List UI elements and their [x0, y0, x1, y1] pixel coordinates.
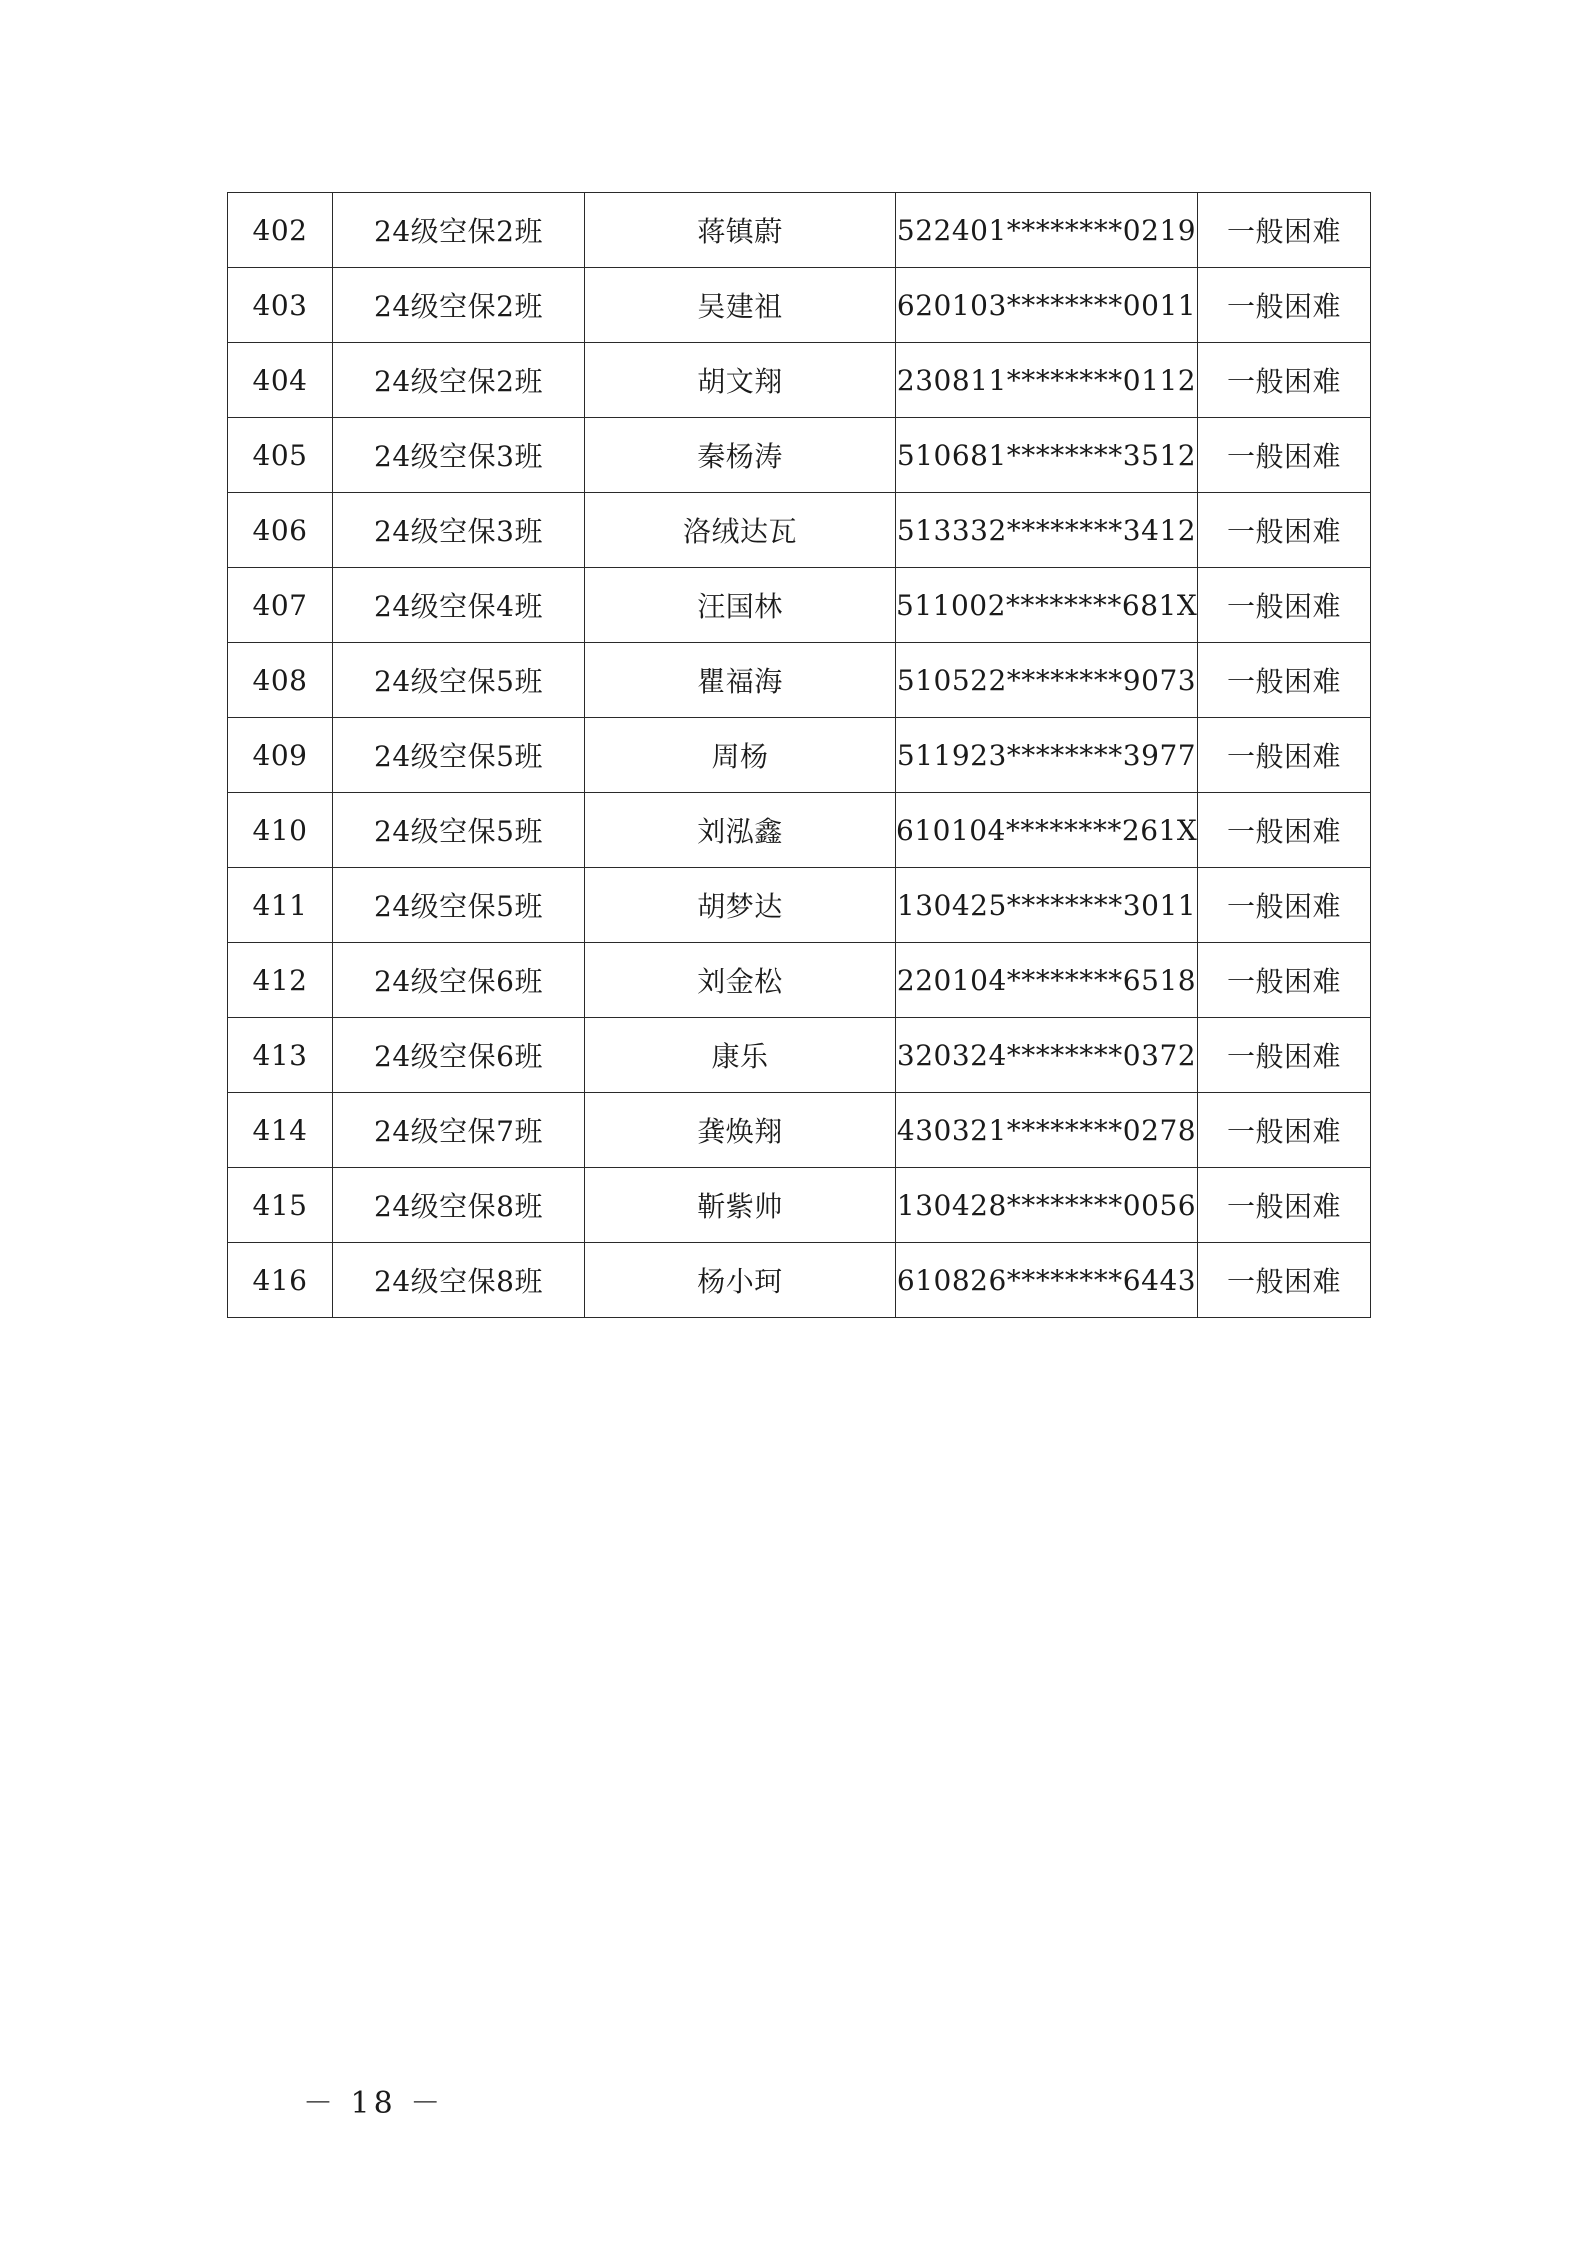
difficulty-level-cell: 一般困难 — [1198, 418, 1371, 493]
student-name-cell: 胡文翔 — [585, 343, 896, 418]
difficulty-level-cell: 一般困难 — [1198, 343, 1371, 418]
class-cell: 24级空保2班 — [333, 268, 585, 343]
row-number-cell: 406 — [228, 493, 333, 568]
class-cell: 24级空保6班 — [333, 943, 585, 1018]
class-cell: 24级空保4班 — [333, 568, 585, 643]
difficulty-level-cell: 一般困难 — [1198, 793, 1371, 868]
class-cell: 24级空保5班 — [333, 793, 585, 868]
id-number-cell: 430321********0278 — [896, 1093, 1198, 1168]
id-number-cell: 610104********261X — [896, 793, 1198, 868]
row-number-cell: 404 — [228, 343, 333, 418]
class-cell: 24级空保7班 — [333, 1093, 585, 1168]
id-number-cell: 610826********6443 — [896, 1243, 1198, 1318]
id-number-cell: 511002********681X — [896, 568, 1198, 643]
student-name-cell: 瞿福海 — [585, 643, 896, 718]
class-cell: 24级空保8班 — [333, 1243, 585, 1318]
id-number-cell: 620103********0011 — [896, 268, 1198, 343]
table-row — [228, 1168, 1371, 1243]
class-cell: 24级空保5班 — [333, 643, 585, 718]
student-name-cell: 洛绒达瓦 — [585, 493, 896, 568]
row-number-cell: 412 — [228, 943, 333, 1018]
id-number-cell: 522401********0219 — [896, 193, 1198, 268]
row-number-cell: 409 — [228, 718, 333, 793]
difficulty-level-cell: 一般困难 — [1198, 193, 1371, 268]
row-number-cell: 416 — [228, 1243, 333, 1318]
student-name-cell: 秦杨涛 — [585, 418, 896, 493]
id-number-cell: 130428********0056 — [896, 1168, 1198, 1243]
difficulty-level-cell: 一般困难 — [1198, 1243, 1371, 1318]
student-name-cell: 胡梦达 — [585, 868, 896, 943]
difficulty-level-cell: 一般困难 — [1198, 1168, 1371, 1243]
id-number-cell: 510681********3512 — [896, 418, 1198, 493]
class-cell: 24级空保2班 — [333, 343, 585, 418]
table-row — [228, 493, 1371, 568]
id-number-cell: 510522********9073 — [896, 643, 1198, 718]
table-row — [228, 343, 1371, 418]
id-number-cell: 511923********3977 — [896, 718, 1198, 793]
table-row — [228, 1093, 1371, 1168]
student-name-cell: 康乐 — [585, 1018, 896, 1093]
id-number-cell: 230811********0112 — [896, 343, 1198, 418]
difficulty-level-cell: 一般困难 — [1198, 868, 1371, 943]
difficulty-level-cell: 一般困难 — [1198, 943, 1371, 1018]
difficulty-level-cell: 一般困难 — [1198, 568, 1371, 643]
id-number-cell: 220104********6518 — [896, 943, 1198, 1018]
difficulty-level-cell: 一般困难 — [1198, 493, 1371, 568]
class-cell: 24级空保2班 — [333, 193, 585, 268]
difficulty-level-cell: 一般困难 — [1198, 1018, 1371, 1093]
row-number-cell: 414 — [228, 1093, 333, 1168]
row-number-cell: 403 — [228, 268, 333, 343]
id-number-cell: 513332********3412 — [896, 493, 1198, 568]
row-number-cell: 408 — [228, 643, 333, 718]
row-number-cell: 410 — [228, 793, 333, 868]
class-cell: 24级空保8班 — [333, 1168, 585, 1243]
class-cell: 24级空保3班 — [333, 418, 585, 493]
table-row — [228, 793, 1371, 868]
class-cell: 24级空保5班 — [333, 718, 585, 793]
id-number-cell: 130425********3011 — [896, 868, 1198, 943]
class-cell: 24级空保5班 — [333, 868, 585, 943]
difficulty-level-cell: 一般困难 — [1198, 1093, 1371, 1168]
class-cell: 24级空保6班 — [333, 1018, 585, 1093]
table-row — [228, 568, 1371, 643]
table-row — [228, 1243, 1371, 1318]
table-row — [228, 268, 1371, 343]
student-name-cell: 刘泓鑫 — [585, 793, 896, 868]
row-number-cell: 407 — [228, 568, 333, 643]
student-name-cell: 杨小珂 — [585, 1243, 896, 1318]
table-row — [228, 418, 1371, 493]
class-cell: 24级空保3班 — [333, 493, 585, 568]
student-name-cell: 蒋镇蔚 — [585, 193, 896, 268]
student-name-cell: 龚焕翔 — [585, 1093, 896, 1168]
student-name-cell: 靳紫帅 — [585, 1168, 896, 1243]
student-name-cell: 刘金松 — [585, 943, 896, 1018]
difficulty-level-cell: 一般困难 — [1198, 643, 1371, 718]
table-row — [228, 643, 1371, 718]
page-number: － 18 － — [303, 2086, 445, 2121]
table-row — [228, 943, 1371, 1018]
table-row — [228, 868, 1371, 943]
id-number-cell: 320324********0372 — [896, 1018, 1198, 1093]
student-name-cell: 吴建祖 — [585, 268, 896, 343]
row-number-cell: 402 — [228, 193, 333, 268]
student-list-table — [227, 192, 1371, 1318]
row-number-cell: 413 — [228, 1018, 333, 1093]
table-row — [228, 718, 1371, 793]
student-name-cell: 周杨 — [585, 718, 896, 793]
difficulty-level-cell: 一般困难 — [1198, 718, 1371, 793]
row-number-cell: 405 — [228, 418, 333, 493]
student-name-cell: 汪国林 — [585, 568, 896, 643]
table-row — [228, 1018, 1371, 1093]
table-row — [228, 193, 1371, 268]
row-number-cell: 415 — [228, 1168, 333, 1243]
row-number-cell: 411 — [228, 868, 333, 943]
difficulty-level-cell: 一般困难 — [1198, 268, 1371, 343]
